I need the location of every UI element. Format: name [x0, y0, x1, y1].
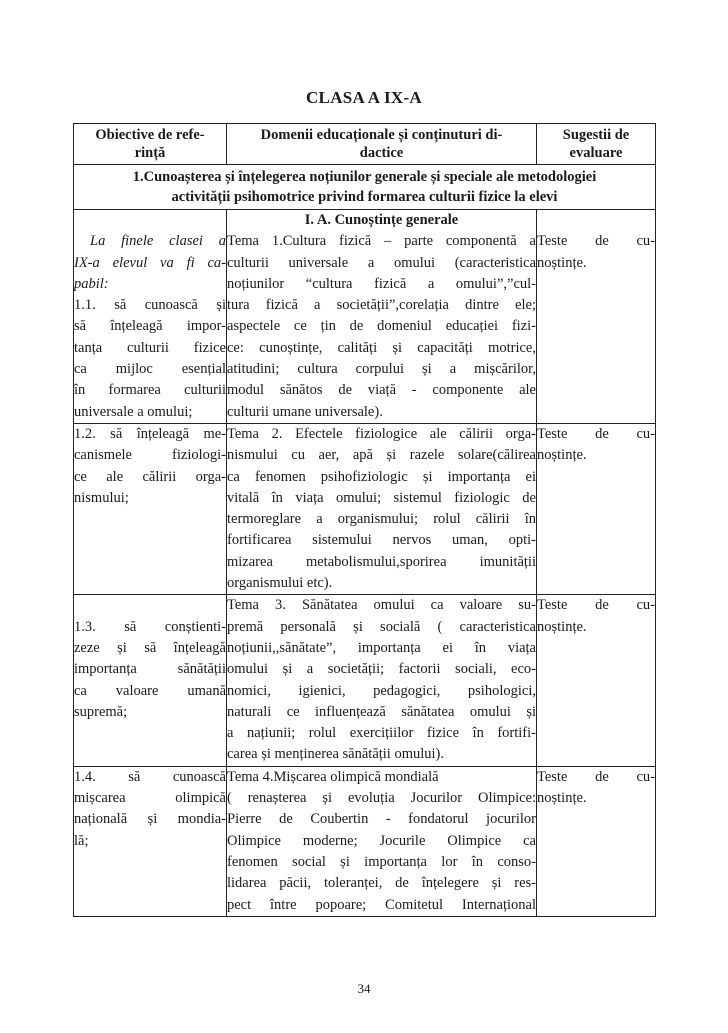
header-evaluation-line: evaluare — [569, 145, 623, 161]
objective-line: în formarea culturii — [74, 382, 226, 399]
content-cell — [227, 423, 537, 594]
content-line: modul sănătos de viață - componente ale — [227, 382, 536, 399]
header-evaluation-line: Sugestii de — [562, 127, 630, 143]
section-heading — [74, 165, 656, 210]
content-line: Olimpice moderne; Jocurile Olimpice ca — [227, 832, 536, 849]
content-line: carea și menținerea sănătății omului). — [227, 746, 445, 763]
objective-line: pabil: — [74, 275, 109, 292]
evaluation-cell — [537, 423, 656, 594]
objective-line: IX-a elevul va fi ca- — [74, 254, 226, 271]
objective-line: mișcarea olimpică — [74, 790, 226, 807]
content-line: ( renașterea și evoluția Jocurilor Olimpice: — [227, 790, 536, 807]
content-line: a națiunii; rolul exercițiilor fizice în fortifi- — [227, 725, 536, 742]
objective-line: 1.1. să cunoască și — [74, 297, 226, 314]
objective-cell — [74, 595, 227, 766]
evaluation-cell — [537, 766, 656, 916]
objective-line: 1.4. să cunoască — [74, 768, 226, 785]
table-row — [74, 766, 656, 916]
content-line: noțiunilor “cultura fizică a omului”,”cul- — [227, 275, 536, 292]
content-line: fortificarea sistemului nervos uman, opti- — [227, 532, 536, 549]
content-line: vitală în viața omului; sistemul fiziologic de — [227, 489, 536, 506]
content-line: mizarea metabolismului,sporirea imunității — [227, 553, 536, 570]
objective-line: lă; — [74, 832, 89, 849]
content-line: organismului etc). — [227, 575, 333, 592]
content-line: pect între popoare; Comitetul Internațional — [227, 896, 536, 913]
content-cell — [227, 595, 537, 766]
content-line: noțiunii,,sănătate”, importanța ei în viața — [227, 639, 536, 656]
content-line: omului și a societății; factorii sociali, eco- — [227, 661, 536, 678]
objective-line: 1.3. să conștienti- — [74, 618, 226, 635]
evaluation-line: Teste de cu- — [537, 425, 655, 442]
objective-line: canismele fiziologi- — [74, 447, 226, 464]
objective-cell — [74, 423, 227, 594]
objective-line: ca mijloc esențial — [74, 361, 226, 378]
evaluation-line: noștințe. — [537, 254, 587, 271]
evaluation-cell — [537, 595, 656, 766]
objective-line: să înțeleagă impor- — [74, 318, 226, 335]
evaluation-line: noștințe. — [537, 618, 587, 635]
page-title: CLASA A IX-A — [305, 88, 423, 107]
content-line: Tema 1.Cultura fizică – parte componentă a — [227, 233, 536, 250]
content-line: nismului cu aer, apă și razele solare(călirea — [227, 447, 536, 464]
evaluation-line: Teste de cu- — [537, 597, 655, 614]
content-line: fenomen social și importanța lor în conso- — [227, 853, 536, 870]
subheading: I. A. Cunoștințe generale — [304, 212, 459, 228]
content-cell — [227, 766, 537, 916]
content-line: aspectele ce țin de domeniul educației fizi- — [227, 318, 536, 335]
header-objectives-line: rință — [134, 145, 166, 161]
content-line: culturii umane universale). — [227, 403, 383, 420]
content-line: Pierre de Coubertin - fondatorul jocurilor — [227, 811, 536, 828]
content-line: Tema 3. Sănătatea omului ca valoare su- — [227, 597, 536, 614]
content-line: nomici, igienici, pedagogici, psihologici, — [227, 682, 536, 699]
objective-line: ca valoare umană — [74, 682, 226, 699]
header-domains-line: Domenii educaționale și conținuturi di- — [260, 127, 503, 143]
content-line: Tema 4.Mișcarea olimpică mondială — [227, 768, 439, 785]
section-heading-line: activității psihomotrice privind formarea culturii fizice la elevi — [171, 189, 558, 205]
objective-line: nismului; — [74, 489, 129, 506]
evaluation-cell — [537, 210, 656, 424]
header-objectives — [74, 124, 227, 165]
objective-line: ce ale călirii orga- — [74, 468, 226, 485]
content-line: culturii universale a omului (caracteristica — [227, 254, 536, 271]
objective-line: tanța culturii fizice — [74, 339, 226, 356]
section-row — [74, 165, 656, 210]
content-line: atitudini; cultura corpului și a mișcărilor, — [227, 361, 536, 378]
content-line: premă personală și socială ( caracteristica — [227, 618, 536, 635]
table-header-row — [74, 124, 656, 165]
content-line: ce: cunoștințe, calități și capacități motrice, — [227, 339, 536, 356]
objective-line: zeze și să înțeleagă — [74, 639, 226, 656]
objective-line: supremă; — [74, 703, 128, 720]
curriculum-table — [73, 123, 656, 917]
table-row — [74, 595, 656, 766]
section-heading-line: 1.Cunoașterea și înțelegerea noțiunilor generale și speciale ale metodologiei — [132, 169, 597, 185]
objective-cell — [74, 210, 227, 424]
objective-line: La finele clasei a — [90, 233, 226, 250]
header-evaluation — [537, 124, 656, 165]
content-line: naturali ce influențează sănătatea omului și — [227, 703, 536, 720]
objective-cell — [74, 766, 227, 916]
content-cell — [227, 210, 537, 424]
table-row — [74, 423, 656, 594]
evaluation-line: noștințe. — [537, 447, 587, 464]
evaluation-line: Teste de cu- — [537, 233, 655, 250]
objective-line: universale a omului; — [74, 403, 193, 420]
evaluation-line: noștințe. — [537, 790, 587, 807]
objective-line: 1.2. să înțeleagă me- — [74, 425, 226, 442]
objective-line: importanța sănătății — [74, 661, 226, 678]
content-line: tura fizică a societății”,corelația dintre ele; — [227, 297, 536, 314]
content-line: Tema 2. Efectele fiziologice ale călirii orga- — [227, 425, 536, 442]
header-domains-line: dactice — [359, 145, 404, 161]
objective-line: națională și mondia- — [74, 811, 226, 828]
content-line: lidarea păcii, toleranței, de înțelegere și res- — [227, 875, 536, 892]
header-domains — [227, 124, 537, 165]
evaluation-line: Teste de cu- — [537, 768, 655, 785]
header-objectives-line: Obiective de refe- — [95, 127, 205, 143]
table-row — [74, 210, 656, 424]
page-number: 34 — [357, 981, 371, 996]
content-line: ca fenomen psihofiziologic și importanța ei — [227, 468, 536, 485]
content-line: termoreglare a organismului; rolul călirii în — [227, 511, 536, 528]
